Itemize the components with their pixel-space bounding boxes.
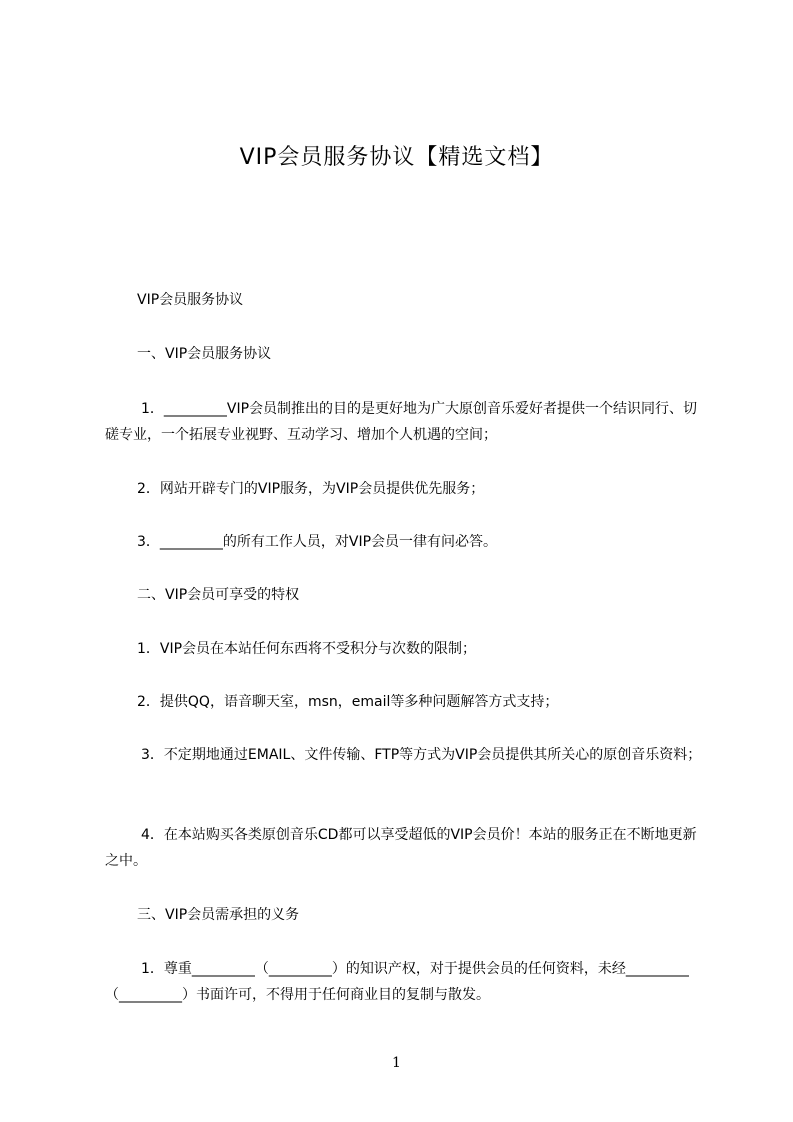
paragraph-2-1: 1．VIP会员在本站任何东西将不受积分与次数的限制； — [137, 641, 477, 657]
paragraph-3-1: 1．尊重_________（_________）的知识产权，对于提供会员的任何资料，未经_________（_________）书面许可，不得用于任何商业目的复制与散发。 — [105, 961, 689, 1003]
section-heading-2: 二、VIP会员可享受的特权 — [137, 587, 300, 603]
section-heading-1: 一、VIP会员服务协议 — [137, 346, 272, 362]
page-number: 1 — [392, 1055, 401, 1071]
document-title: VIP会员服务协议【精选文档】 — [239, 145, 554, 170]
paragraph-1-1: 1．_________VIP会员制推出的目的是更好地为广大原创音乐爱好者提供一个结识同行、切磋专业，一个拓展专业视野、互动学习、增加个人机遇的空间； — [105, 401, 698, 443]
section-heading-intro: VIP会员服务协议 — [137, 292, 244, 308]
section-heading-3: 三、VIP会员需承担的义务 — [137, 907, 300, 923]
paragraph-1-2: 2．网站开辟专门的VIP服务，为VIP会员提供优先服务； — [137, 481, 485, 497]
paragraph-2-4: 4．在本站购买各类原创音乐CD都可以享受超低的VIP会员价！本站的服务正在不断地更新之中。 — [105, 827, 697, 869]
paragraph-2-2: 2．提供QQ，语音聊天室，msn，email等多种问题解答方式支持； — [137, 694, 559, 710]
paragraph-2-3: 3．不定期地通过EMAIL、文件传输、FTP等方式为VIP会员提供其所关心的原创音乐资料； — [141, 747, 702, 763]
paragraph-1-3: 3．_________的所有工作人员，对VIP会员一律有问必答。 — [137, 534, 498, 550]
